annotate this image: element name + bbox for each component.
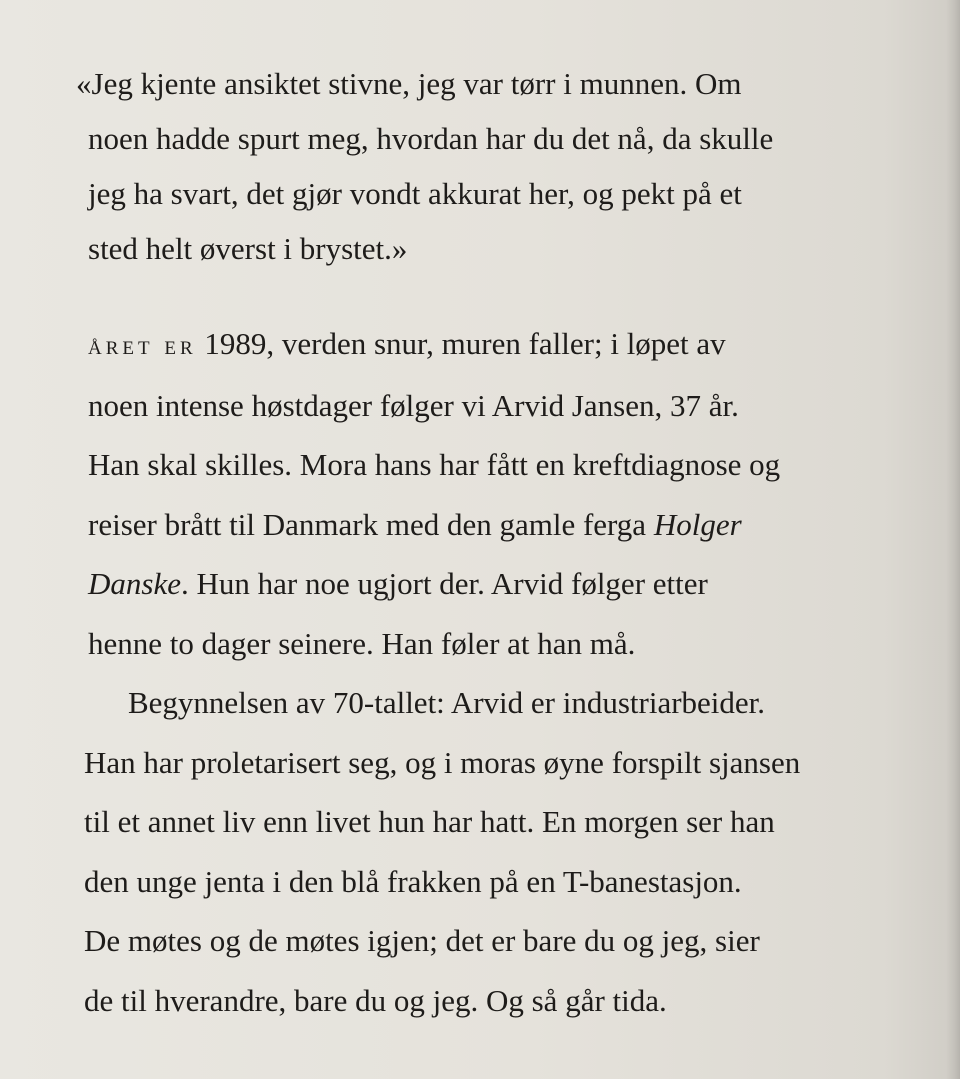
body-line bbox=[88, 554, 918, 614]
body-line: De møtes og de møtes igjen; det er bare du og jeg, sier bbox=[84, 923, 760, 958]
body-line bbox=[88, 314, 918, 376]
synopsis-text bbox=[84, 314, 918, 1030]
body-line-text: reiser brått til Danmark med den gamle ferga bbox=[88, 506, 654, 542]
body-line: Han har proletarisert seg, og i moras øyne forspilt sjansen bbox=[84, 744, 801, 780]
page-edge-shadow bbox=[946, 0, 960, 1079]
body-line: til et annet liv enn livet hun har hatt. En morgen ser han bbox=[84, 804, 775, 839]
body-line: Han skal skilles. Mora hans har fått en kreftdiagnose og bbox=[88, 447, 781, 482]
body-line bbox=[88, 495, 918, 555]
opening-quote bbox=[76, 56, 906, 276]
quote-line: «Jeg kjente ansiktet stivne, jeg var tørr i munnen. Om bbox=[76, 66, 742, 101]
body-line: de til hverandre, bare du og jeg. Og så går tida. bbox=[84, 982, 667, 1018]
ship-name: Danske bbox=[88, 566, 181, 601]
body-line: henne to dager seinere. Han føler at han må. bbox=[88, 625, 636, 661]
body-line-text: . Hun har noe ugjort der. Arvid følger etter bbox=[180, 566, 708, 601]
body-line-text: 1989, verden snur, muren faller; i løpet av bbox=[196, 326, 726, 361]
body-line: den unge jenta i den blå frakken på en T-banestasjon. bbox=[84, 863, 742, 899]
quote-line: noen hadde spurt meg, hvordan har du det nå, da skulle bbox=[88, 121, 774, 156]
ship-name: Holger bbox=[653, 506, 742, 542]
quote-line: sted helt øverst i brystet.» bbox=[88, 231, 408, 266]
paragraph-start-line: Begynnelsen av 70-tallet: Arvid er industriarbeider. bbox=[128, 685, 766, 720]
lead-small-caps: året er bbox=[88, 330, 197, 360]
body-line: noen intense høstdager følger vi Arvid Jansen, 37 år. bbox=[88, 387, 739, 423]
quote-line: jeg ha svart, det gjør vondt akkurat her, og pekt på et bbox=[88, 176, 742, 211]
